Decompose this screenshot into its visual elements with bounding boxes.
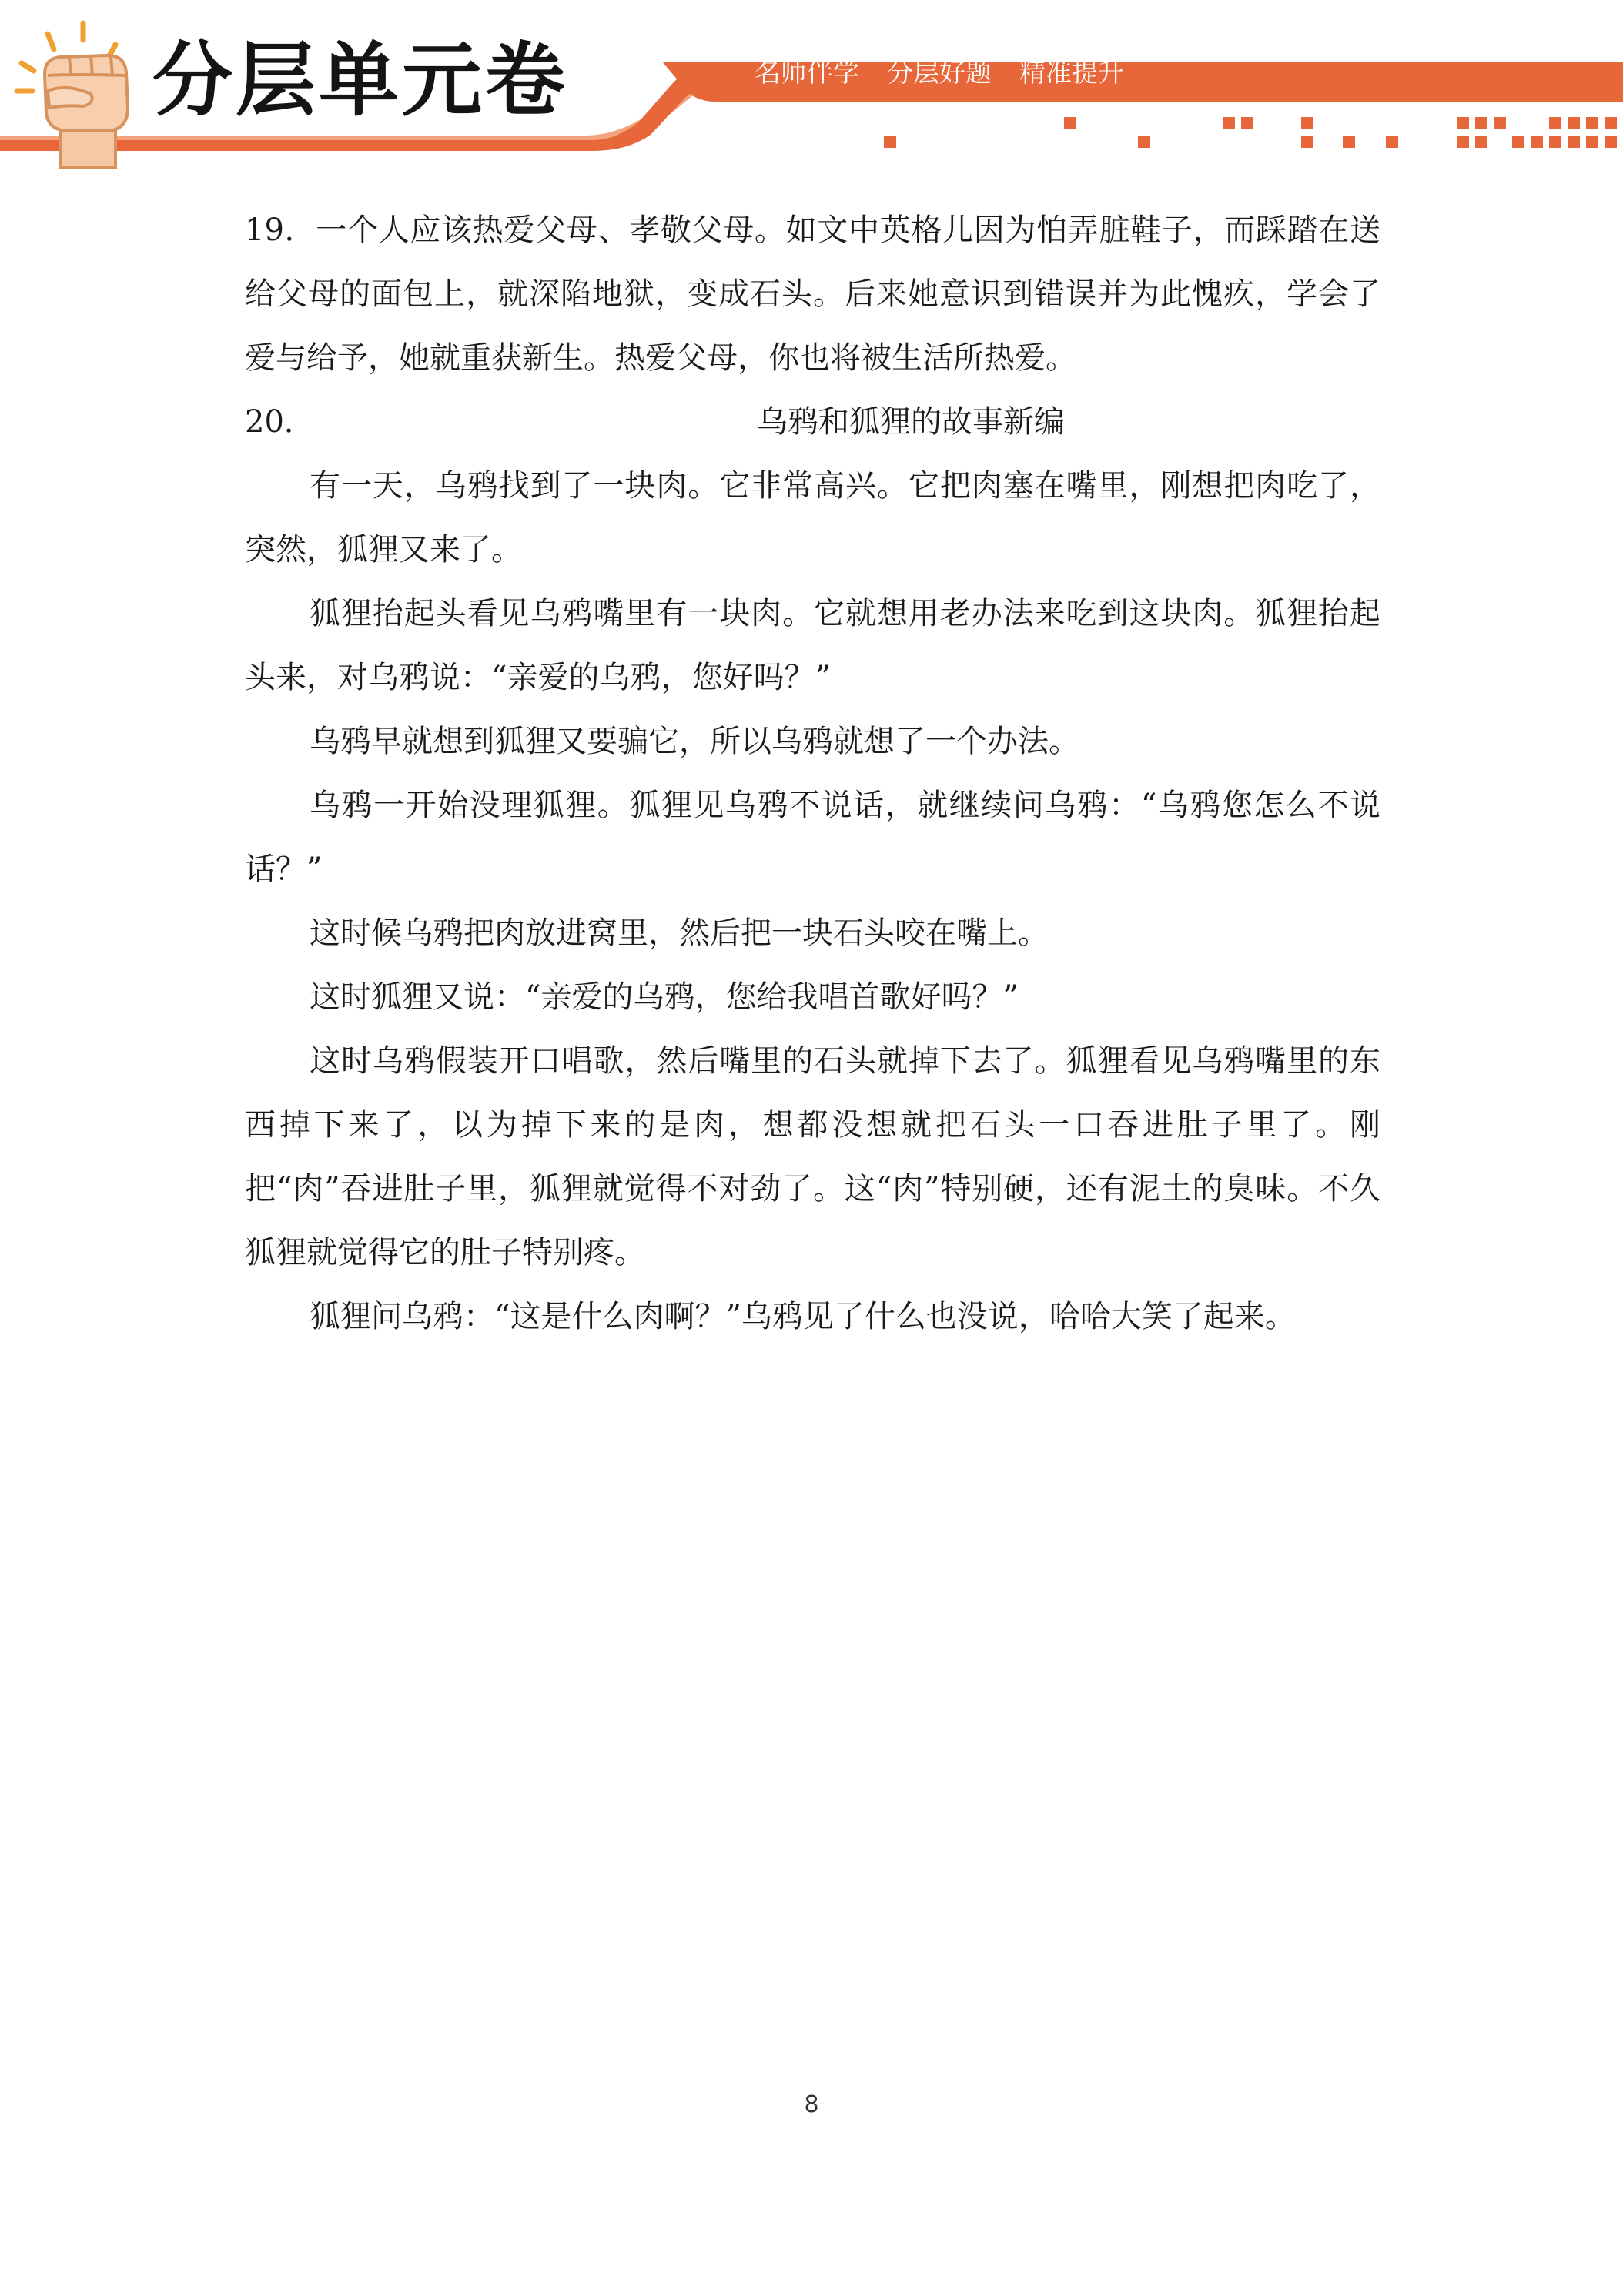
story-title: 乌鸦和狐狸的故事新编 (757, 404, 1065, 440)
pixel-squares-decoration (884, 117, 1617, 148)
story-paragraph: 这时乌鸦假装开口唱歌，然后嘴里的石头就掉下去了。狐狸看见乌鸦嘴里的东西掉下来了，以为掉下来的是肉，想都没想就把石头一口吞进肚子里了。刚把“肉”吞进肚子里，狐狸就觉得不对劲了。这“肉”特别硬，还有泥土的臭味。不久狐狸就觉得它的肚子特别疼。 (245, 1043, 1380, 1270)
story-paragraph: 乌鸦早就想到狐狸又要骗它，所以乌鸦就想了一个办法。 (310, 724, 1079, 759)
page-number: 8 (804, 2091, 819, 2118)
page-header (0, 0, 1623, 177)
story-paragraph: 这时狐狸又说：“亲爱的乌鸦，您给我唱首歌好吗？” (310, 979, 1019, 1015)
story-paragraph: 有一天，乌鸦找到了一块肉。它非常高兴。它把肉塞在嘴里，刚想把肉吃了，突然，狐狸又来了。 (245, 468, 1380, 567)
slogan-item: 名师伴学 (755, 58, 859, 89)
question-20-heading (245, 390, 1380, 454)
story-paragraph: 狐狸抬起头看见乌鸦嘴里有一块肉。它就想用老办法来吃到这块肉。狐狸抬起头来，对乌鸦说：“亲爱的乌鸦，您好吗？” (245, 596, 1380, 695)
answer-content (245, 199, 1380, 1349)
story-paragraph: 狐狸问乌鸦：“这是什么肉啊？”乌鸦见了什么也没说，哈哈大笑了起来。 (310, 1299, 1296, 1334)
slogan-item: 精准提升 (1019, 58, 1124, 89)
question-20-number: 20． (245, 404, 315, 440)
question-19-answer: 19．一个人应该热爱父母、孝敬父母。如文中英格儿因为怕弄脏鞋子，而踩踏在送给父母的面包上，就深陷地狱，变成石头。后来她意识到错误并为此愧疚，学会了爱与给予，她就重获新生。热爱父母，你也将被生活所热爱。 (245, 213, 1380, 376)
story-paragraph: 乌鸦一开始没理狐狸。狐狸见乌鸦不说话，就继续问乌鸦：“乌鸦您怎么不说话？” (245, 788, 1380, 887)
story-paragraph: 这时候乌鸦把肉放进窝里，然后把一块石头咬在嘴上。 (310, 915, 1049, 951)
header-slogan (755, 58, 1124, 89)
slogan-item: 分层好题 (887, 58, 992, 89)
brand-title: 分层单元卷 (152, 33, 569, 127)
